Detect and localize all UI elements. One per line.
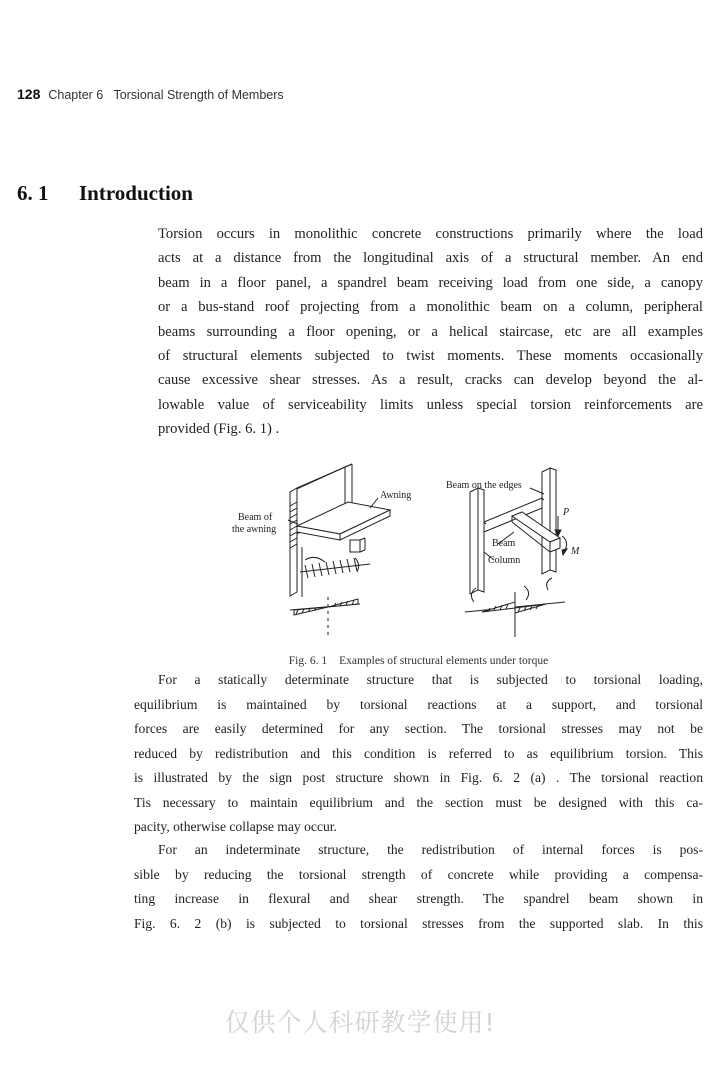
text-line: is illustrated by the sign post structure shown in Fig. 6. 2 (a) . The torsional reaction <box>134 770 703 785</box>
section-number: 6. 1 <box>17 181 49 205</box>
paragraph-indeterminate <box>134 838 703 936</box>
running-title: Chapter 6 Torsional Strength of Members <box>48 88 284 102</box>
label-beam-edges: Beam on the edges <box>446 480 522 491</box>
text-line: pacity, otherwise collapse may occur. <box>134 819 337 834</box>
label-column: Column <box>488 555 521 566</box>
label-m: M <box>571 546 580 557</box>
section-title: Introduction <box>79 181 193 205</box>
page-number: 128 <box>17 86 41 102</box>
caption-text: Examples of structural elements under torque <box>339 655 549 667</box>
text-line: beams surrounding a floor opening, or a helical staircase, etc are all examples <box>158 323 703 340</box>
label-awning: Awning <box>380 490 412 501</box>
text-line: Torsion occurs in monolithic concrete constructions primarily where the load <box>158 226 703 242</box>
caption-number: Fig. 6. 1 <box>288 655 328 667</box>
text-line: cause excessive shear stresses. As a result, cracks can develop beyond the al- <box>158 372 703 389</box>
text-line: equilibrium is maintained by torsional reactions at a support, and torsional <box>134 696 703 712</box>
text-line: For an indeterminate structure, the redistribution of internal forces is pos- <box>158 842 703 857</box>
edge-beam-drawing <box>465 468 570 637</box>
text-line: acts at a distance from the longitudinal axis of a structural member. An end <box>158 250 703 267</box>
watermark: 仅供个人科研教学使用! <box>224 1008 496 1037</box>
figure-torque-examples <box>230 462 590 647</box>
paragraph-intro <box>158 222 703 442</box>
label-beam: Beam <box>492 538 516 549</box>
text-line: sible by reducing the torsional strength of concrete while providing a compensa- <box>134 866 703 882</box>
text-line: or a bus-stand roof projecting from a monolithic beam on a column, peripheral <box>158 299 703 316</box>
text-line: For a statically determinate structure that is subjected to torsional loading, <box>158 672 703 687</box>
text-line: lowable value of serviceability limits unless special torsion reinforcements are <box>158 396 703 413</box>
label-the-awning: the awning <box>232 524 277 535</box>
text-line: of structural elements subjected to twist moments. These moments occasionally <box>158 348 703 365</box>
section-heading <box>17 181 193 206</box>
figure-caption <box>134 655 703 667</box>
text-line: forces are easily determined for any section. The torsional stresses may not be <box>134 721 703 736</box>
text-line: Tis necessary to maintain equilibrium and the section must be designed with this ca- <box>134 794 703 810</box>
text-line: provided (Fig. 6. 1) . <box>158 421 280 438</box>
paragraph-determinate <box>134 668 703 840</box>
text-line: ting increase in flexural and shear strength. The spandrel beam shown in <box>134 891 703 906</box>
running-header <box>17 86 284 102</box>
awning-drawing <box>290 464 390 637</box>
text-line: Fig. 6. 2 (b) is subjected to torsional stresses from the supported slab. In this <box>134 915 703 931</box>
text-line: reduced by redistribution and this condition is referred to as equilibrium torsion. This <box>134 745 703 761</box>
label-beam-of: Beam of <box>238 512 273 523</box>
label-p: P <box>563 507 570 518</box>
text-line: beam in a floor panel, a spandrel beam receiving load from one side, a canopy <box>158 274 703 291</box>
